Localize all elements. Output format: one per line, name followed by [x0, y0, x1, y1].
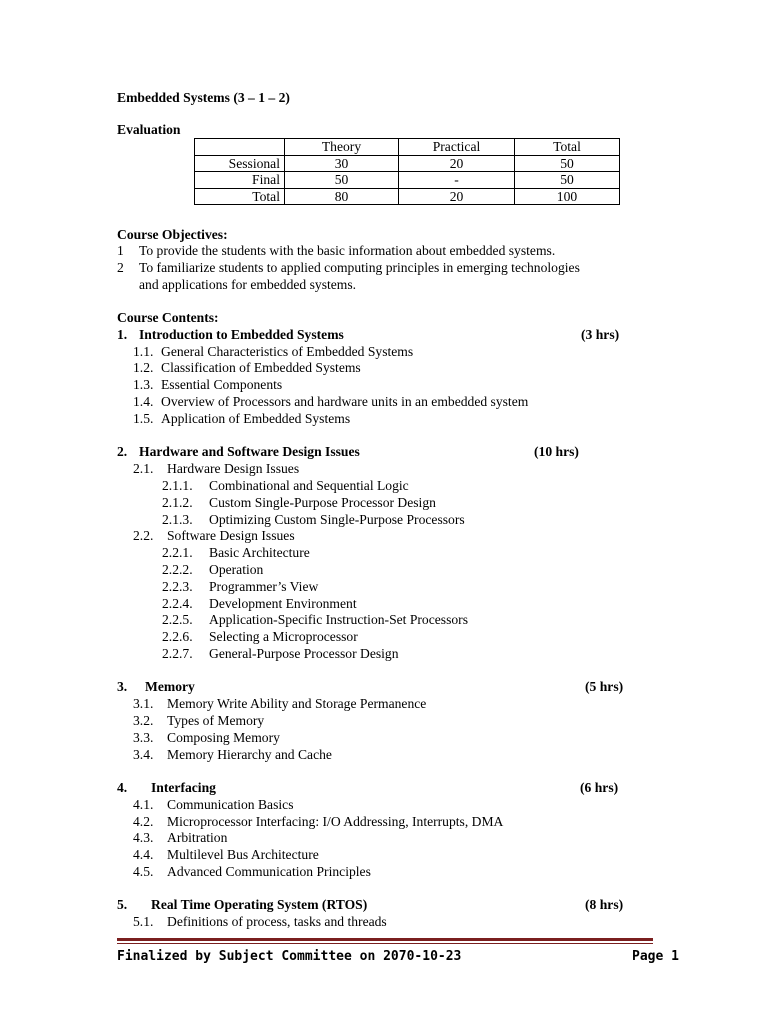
subsection-number: 2.1.2. — [162, 495, 193, 510]
section-number: 3.2. — [133, 713, 154, 728]
objective-number: 1 — [117, 243, 124, 258]
evaluation-heading: Evaluation — [117, 122, 181, 137]
section-number: 4.5. — [133, 864, 154, 879]
section-text: Hardware Design Issues — [167, 461, 300, 476]
section-number: 1.1. — [133, 344, 154, 359]
subsection-number: 2.2.3. — [162, 579, 193, 594]
chapter-title: Introduction to Embedded Systems — [139, 327, 344, 342]
subsection-text: Custom Single-Purpose Processor Design — [209, 495, 436, 510]
table-cell: 30 — [285, 155, 399, 172]
table-cell: 20 — [399, 155, 515, 172]
chapter-hours: (8 hrs) — [585, 897, 624, 912]
section-number: 3.4. — [133, 747, 154, 762]
chapter-title: Interfacing — [151, 780, 216, 795]
subsection-text: Application-Specific Instruction-Set Processors — [209, 612, 468, 627]
section-number: 3.1. — [133, 696, 154, 711]
chapter-title: Real Time Operating System (RTOS) — [151, 897, 368, 912]
section-number: 2.1. — [133, 461, 154, 476]
section-text: Classification of Embedded Systems — [161, 360, 361, 375]
row-label: Total — [195, 188, 285, 205]
section-text: Software Design Issues — [167, 528, 295, 543]
subsection-text: Development Environment — [209, 596, 357, 611]
table-cell: 20 — [399, 188, 515, 205]
table-corner-cell — [195, 139, 285, 156]
table-cell: - — [399, 172, 515, 189]
subsection-number: 2.1.1. — [162, 478, 193, 493]
section-number: 1.3. — [133, 377, 154, 392]
chapter-number: 4. — [117, 780, 128, 795]
subsection-text: Optimizing Custom Single-Purpose Processors — [209, 512, 465, 527]
table-cell: 50 — [515, 172, 620, 189]
subsection-number: 2.2.1. — [162, 545, 193, 560]
table-cell: 50 — [285, 172, 399, 189]
section-number: 1.4. — [133, 394, 154, 409]
chapter-number: 3. — [117, 679, 128, 694]
table-header-row — [195, 139, 620, 156]
subsection-number: 2.2.2. — [162, 562, 193, 577]
subsection-text: Combinational and Sequential Logic — [209, 478, 409, 493]
section-text: Memory Write Ability and Storage Permanence — [167, 696, 427, 711]
table-row — [195, 172, 620, 189]
footer-page-number: Page 1 — [632, 949, 679, 964]
section-text: Overview of Processors and hardware units in an embedded system — [161, 394, 529, 409]
column-header: Total — [515, 139, 620, 156]
chapter-number: 2. — [117, 444, 128, 459]
subsection-text: Programmer’s View — [209, 579, 319, 594]
chapter-hours: (3 hrs) — [581, 327, 620, 342]
chapter-hours: (5 hrs) — [585, 679, 624, 694]
subsection-text: General-Purpose Processor Design — [209, 646, 399, 661]
section-number: 4.2. — [133, 814, 154, 829]
section-number: 4.1. — [133, 797, 154, 812]
objectives-heading: Course Objectives: — [117, 227, 228, 242]
subsection-text: Operation — [209, 562, 264, 577]
section-text: Communication Basics — [167, 797, 294, 812]
row-label: Sessional — [195, 155, 285, 172]
subsection-number: 2.2.4. — [162, 596, 193, 611]
evaluation-table — [194, 138, 620, 205]
contents-heading: Course Contents: — [117, 310, 219, 325]
section-text: Memory Hierarchy and Cache — [167, 747, 332, 762]
chapter-hours: (10 hrs) — [534, 444, 579, 459]
objective-text: and applications for embedded systems. — [139, 277, 357, 292]
table-cell: 50 — [515, 155, 620, 172]
section-number: 4.3. — [133, 830, 154, 845]
section-number: 5.1. — [133, 914, 154, 929]
section-number: 4.4. — [133, 847, 154, 862]
course-title: Embedded Systems (3 – 1 – 2) — [117, 90, 290, 105]
table-cell: 100 — [515, 188, 620, 205]
objective-number: 2 — [117, 260, 124, 275]
subsection-number: 2.2.5. — [162, 612, 193, 627]
column-header: Practical — [399, 139, 515, 156]
footer-rule-thin — [117, 943, 653, 944]
footer-rule — [117, 938, 653, 941]
objective-text: To provide the students with the basic information about embedded systems. — [139, 243, 556, 258]
table-row — [195, 155, 620, 172]
section-text: General Characteristics of Embedded Systems — [161, 344, 414, 359]
table-cell: 80 — [285, 188, 399, 205]
row-label: Final — [195, 172, 285, 189]
section-text: Microprocessor Interfacing: I/O Addressing, Interrupts, DMA — [167, 814, 504, 829]
chapter-number: 5. — [117, 897, 128, 912]
section-text: Arbitration — [167, 830, 228, 845]
chapter-number: 1. — [117, 327, 128, 342]
subsection-text: Selecting a Microprocessor — [209, 629, 358, 644]
section-text: Application of Embedded Systems — [161, 411, 351, 426]
section-text: Essential Components — [161, 377, 283, 392]
section-text: Definitions of process, tasks and threads — [167, 914, 387, 929]
chapter-title: Hardware and Software Design Issues — [139, 444, 360, 459]
section-number: 1.2. — [133, 360, 154, 375]
section-text: Multilevel Bus Architecture — [167, 847, 319, 862]
chapter-title: Memory — [145, 679, 195, 694]
section-number: 1.5. — [133, 411, 154, 426]
subsection-text: Basic Architecture — [209, 545, 310, 560]
chapter-hours: (6 hrs) — [580, 780, 619, 795]
section-text: Composing Memory — [167, 730, 280, 745]
table-row — [195, 188, 620, 205]
section-number: 2.2. — [133, 528, 154, 543]
footer-finalized-note: Finalized by Subject Committee on 2070-10-23 — [117, 949, 462, 964]
objective-text: To familiarize students to applied computing principles in emerging technologies — [139, 260, 580, 275]
subsection-number: 2.1.3. — [162, 512, 193, 527]
section-text: Types of Memory — [167, 713, 265, 728]
subsection-number: 2.2.6. — [162, 629, 193, 644]
section-text: Advanced Communication Principles — [167, 864, 371, 879]
column-header: Theory — [285, 139, 399, 156]
section-number: 3.3. — [133, 730, 154, 745]
subsection-number: 2.2.7. — [162, 646, 193, 661]
